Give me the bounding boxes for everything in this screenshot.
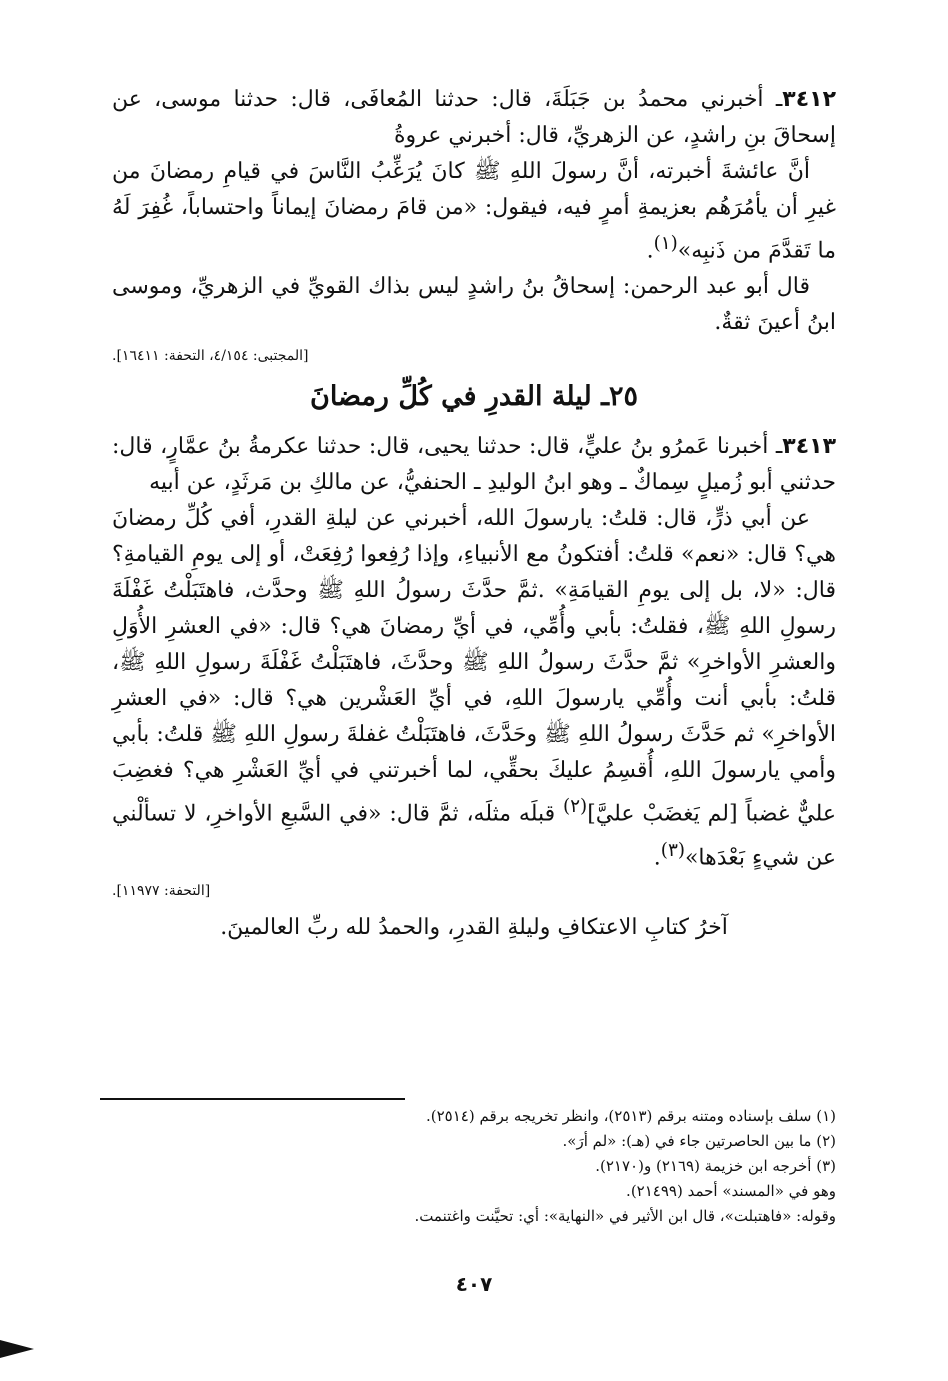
page-number: ٤٠٧ bbox=[455, 1272, 493, 1296]
footnote-3-gloss: وقوله: «فاهتبلت»، قال ابن الأثير في «النهاية»: أي: تحيَّنت واغتنمت. bbox=[414, 1207, 836, 1225]
hadith-3412-reference: [المجتبى: ٤/١٥٤، التحفة: ١٦٤١١]. bbox=[112, 348, 309, 365]
footnote-2: (٢) ما بين الحاصرتين جاء في (هـ): «لم أرَ». bbox=[562, 1132, 836, 1150]
footnote-3: (٣) أخرجه ابن خزيمة (٢١٦٩) و(٢١٧٠). bbox=[595, 1157, 836, 1175]
hadith-3413-matn: عن أبي ذرٍّ، قال: قلتُ: يارسولَ الله، أخبرني عن ليلةِ القدرِ، أفي كُلِّ رمضانَ هي؟ قال: «نعم» قلتُ: أفتكونُ مع الأنبياءِ، وإذا رُفِعوا رُفِعَتْ، أو إلى يومِ القيامةِ؟ قال: «لا، بل إلى يومِ القيامَةِ» .ثمَّ حدَّثَ رسولُ اللهِ ﷺ وحدَّث، فاهتَبَلْتُ غَفْلَةَ رسولِ اللهِ ﷺ، فقلتُ: بأبي وأُمِّي، في أيِّ رمضانَ هي؟ قال: «في العشرِ الأُوَلِ والعشرِ الأواخرِ» ثمَّ حدَّثَ رسولُ اللهِ ﷺ وحدَّثَ، فاهتَبَلْتُ غَفْلَةَ رسولِ اللهِ ﷺ، قلتُ: بأبي أنت وأُمِّي يارسولَ اللهِ، في أيِّ العَشْرين هي؟ قال: «في العشرِ الأواخرِ» ثم حَدَّثَ رسولُ اللهِ ﷺ وحَدَّثَ، فاهتَبَلْتُ غفلةَ رسولِ اللهِ ﷺ قلتُ: بأبي وأمي يارسولَ اللهِ، أُقسِمُ عليكَ بحقِّي، لما أخبرتني في أيِّ العَشْرِ هي؟ فغضِبَ عليٌّ غضباً [لم يَغضَبْ عليَّ]$^{(٢)}$ قبلَه مثلَه، ثمَّ قال: «في السَّبعِ الأواخرِ، لا تسألْني عن شيءٍ بَعْدَها»$^{(٣)}$. bbox=[112, 506, 836, 870]
hadith-number: ٣٤١٢ bbox=[782, 87, 836, 112]
hadith-3412-comment: قال أبو عبد الرحمن: إسحاقُ بنُ راشدٍ ليس بذاك القويِّ في الزهريِّ، وموسى ابنُ أعينَ ثقةٌ. bbox=[112, 274, 836, 336]
footnote-mark: (٣) bbox=[660, 839, 685, 861]
hadith-3412-isnad: ٣٤١٢ـ أخبرني محمدُ بن جَبَلَةَ، قال: حدثنا المُعافَى، قال: حدثنا موسى، عن إسحاقَ بنِ راشدٍ، عن الزهريِّ، قال: أخبرني عروةُ bbox=[112, 87, 836, 148]
footnote-mark: (٢) bbox=[563, 796, 588, 818]
footnote-mark: (١) bbox=[653, 233, 678, 254]
main-text bbox=[112, 82, 836, 946]
hadith-3412-matn: أنَّ عائشةَ أخبرته، أنَّ رسولَ اللهِ ﷺ كانَ يُرَغِّبُ النَّاسَ في قيامِ رمضانَ من غيرِ أن يأمُرَهُم بعزيمةِ أمرٍ فيه، فيقول: «من قامَ رمضانَ إيماناً واحتساباً، غُفِرَ لَهُ ما تَقدَّمَ من ذَنبِه»$^{(١)}$. bbox=[112, 159, 836, 264]
hadith-number: ٣٤١٣ bbox=[782, 434, 836, 460]
footnote-1: (١) سلف بإسناده ومتنه برقم (٢٥١٣)، وانظر تخريجه برقم (٢٥١٤). bbox=[426, 1107, 836, 1125]
page-corner-arrow-icon bbox=[0, 1340, 34, 1358]
hadith-3413-reference: [التحفة: ١١٩٧٧]. bbox=[112, 882, 211, 899]
footnote-divider bbox=[100, 1098, 405, 1100]
hadith-3413-isnad: ٣٤١٣ـ أخبرنا عَمرُو بنُ عليٍّ، قال: حدثنا يحيى، قال: حدثنا عكرمةُ بنُ عمَّارٍ، قال: حدثني أبو زُميلٍ سِماكٌ ـ وهو ابنُ الوليدِ ـ الحنفيُّ، عن مالكِ بن مَرثَدٍ، عن أبيه bbox=[112, 434, 836, 496]
closing-line: آخرُ كتابِ الاعتكافِ وليلةِ القدرِ، والحمدُ لله ربِّ العالمينَ. bbox=[220, 914, 728, 940]
footnote-3-continued: وهو في «المسند» أحمد (٢١٤٩٩). bbox=[626, 1182, 836, 1200]
chapter-title: ٢٥ـ ليلة القدرِ في كُلِّ رمضانَ bbox=[310, 381, 638, 413]
footnotes bbox=[276, 1104, 836, 1229]
